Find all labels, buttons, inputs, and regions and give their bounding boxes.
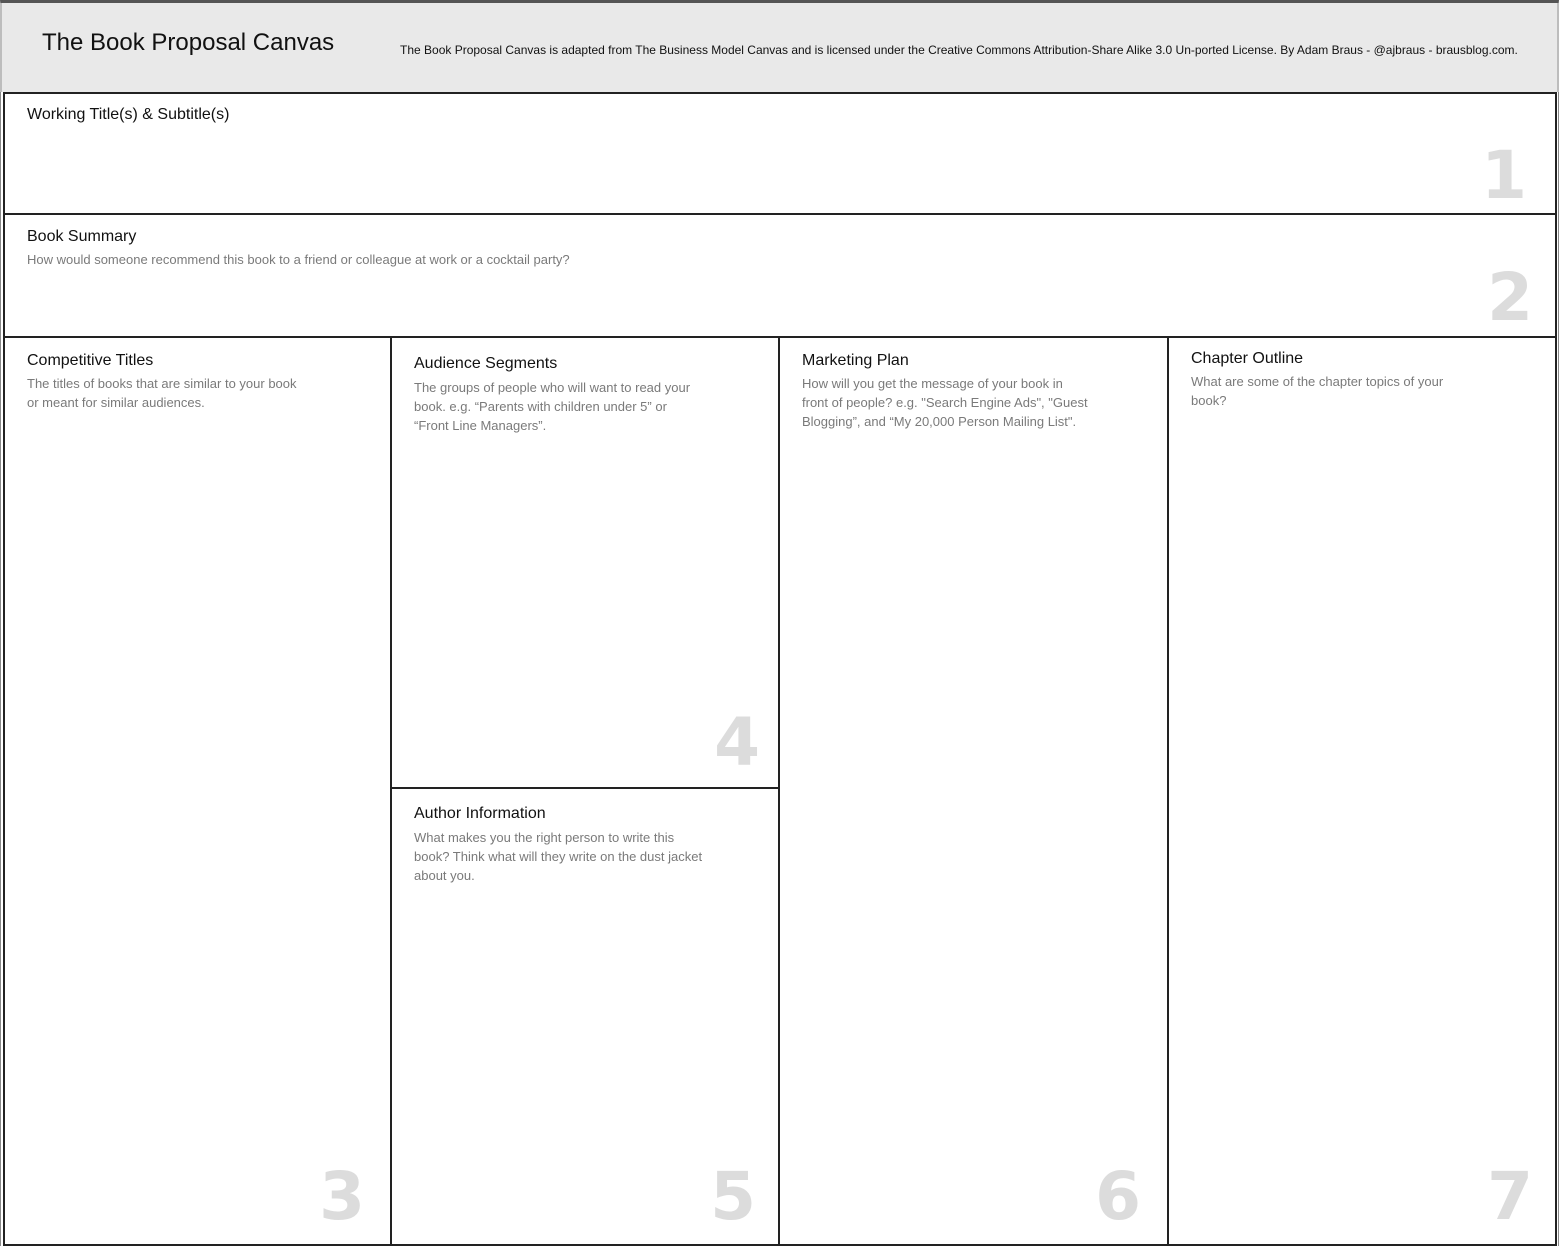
section-author-information[interactable] [390,787,780,1246]
license-note: The Book Proposal Canvas is adapted from The Business Model Canvas and is licensed under the Creative Commons Attribution-Share Alike 3.0 Un-ported License. By Adam Braus - @ajbraus - brausblog.com. [400,43,1518,57]
section-working-titles[interactable] [3,92,1557,215]
section-description: What makes you the right person to write this book? Think what will they write on the dust jacket about you. [414,830,703,883]
section-number: 5 [710,1158,756,1235]
section-number: 4 [714,704,760,781]
section-number: 7 [1487,1158,1533,1235]
section-description: How would someone recommend this book to a friend or colleague at work or a cocktail party? [27,252,570,267]
section-audience-segments[interactable] [390,336,780,790]
section-description: The groups of people who will want to read your book. e.g. “Parents with children under 5” or “Front Line Managers”. [414,380,691,433]
section-competitive-titles[interactable] [3,336,393,1246]
section-description: How will you get the message of your book in front of people? e.g. "Search Engine Ads", "Guest Blogging”, and “My 20,000 Person Mailing List". [802,376,1088,429]
section-title: Book Summary [27,228,137,245]
page-title: The Book Proposal Canvas [42,29,335,56]
section-title: Audience Segments [414,355,558,372]
section-number: 1 [1481,137,1527,214]
canvas-header [0,3,1559,92]
section-title: Author Information [414,805,546,822]
section-title: Chapter Outline [1191,350,1304,367]
section-description: The titles of books that are similar to your book or meant for similar audiences. [27,376,297,410]
section-number: 6 [1095,1158,1141,1235]
section-book-summary[interactable] [3,213,1557,338]
section-title: Marketing Plan [802,352,909,369]
section-number: 3 [319,1158,365,1235]
section-marketing-plan[interactable] [778,336,1169,1246]
section-number: 2 [1487,259,1533,336]
section-chapter-outline[interactable] [1167,336,1557,1246]
section-title: Working Title(s) & Subtitle(s) [27,106,230,123]
section-title: Competitive Titles [27,352,154,369]
section-description: What are some of the chapter topics of your book? [1191,374,1444,408]
